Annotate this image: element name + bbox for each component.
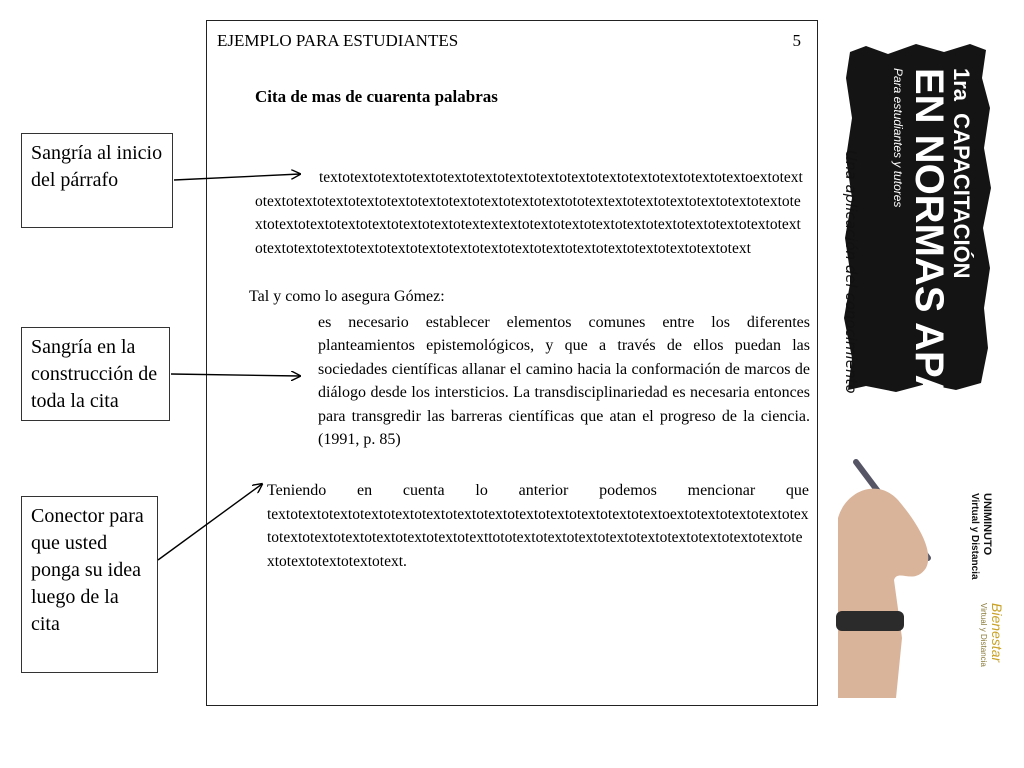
banner-title-line1: CAPACITACIÓN (949, 113, 974, 279)
block-quote: es necesario establecer elementos comunes entre los diferentes planteamientos epistemológicos, y que a través de ellos puedan las sociedades científicas allanar el camino hacia la conformación de marcos de diálogo desde los intersticios. La transdisciplinariedad es necesaria entonces para transgredir las barreras científicas que atan el progreso de la ciencia. (1991, p. 85) (318, 314, 810, 449)
after-quote-text: textotextotextotextotextotextotextotextotextotextotextotextotextoextotextotextotextotextotextotextotextotextotextotextotexttototextotextotextotextotextotextotextotextotextotextotextotextotextotext. (267, 505, 809, 570)
arrow-connector (158, 484, 262, 560)
uniminuto-logo (969, 493, 993, 580)
callout-indent-quote: Sangría en la construcción de toda la cita (21, 327, 170, 421)
logo2-line1: Bienestar (989, 603, 1005, 663)
logo1-line2: Virtual y Distancia (969, 493, 980, 580)
logo2-line2: Virtual y Distancia (979, 603, 988, 667)
svg-text:1ra CAPACITACIÓN (949, 68, 974, 279)
logo1-line1: UNIMINUTO (981, 493, 993, 556)
callout-indent-start: Sangría al inicio del párrafo (21, 133, 173, 228)
connector-sentence: Teniendo en cuenta lo anterior podemos mencionar que (267, 482, 809, 499)
first-paragraph: textotextotextotextotextotextotextotextotextotextotextotextotextotextoextotextotextotextotextotextotextotextotextotextotextotextototextextotextotextotextotextotextotextotextotextotextotextotextotextotextextextotextotextotextotextotextotextotextotextotextotextotextotextotextotextotextotextotextotextotextotextotextotextotextotextotext (255, 169, 803, 257)
callout-connector: Conector para que usted ponga su idea luego de la cita (21, 496, 158, 673)
section-heading: Cita de mas de cuarenta palabras (255, 87, 498, 106)
banner-ordinal: 1ra (949, 68, 974, 102)
banner-subtitle: Para estudiantes y tutores (891, 68, 905, 208)
apa-training-banner (836, 38, 1005, 688)
header-title: EJEMPLO PARA ESTUDIANTES (217, 31, 459, 50)
arrow-indent-quote (171, 374, 300, 376)
hand-pen-illustration (836, 462, 928, 698)
quote-lead-in: Tal y como lo asegura Gómez: (249, 288, 445, 305)
arrow-indent-start (174, 174, 300, 180)
bienestar-logo (979, 603, 1005, 667)
banner-tagline: Una aplicación del conocimiento (842, 150, 860, 394)
page-number: 5 (792, 31, 801, 50)
banner-title-line2: EN NORMAS APA (907, 68, 951, 404)
